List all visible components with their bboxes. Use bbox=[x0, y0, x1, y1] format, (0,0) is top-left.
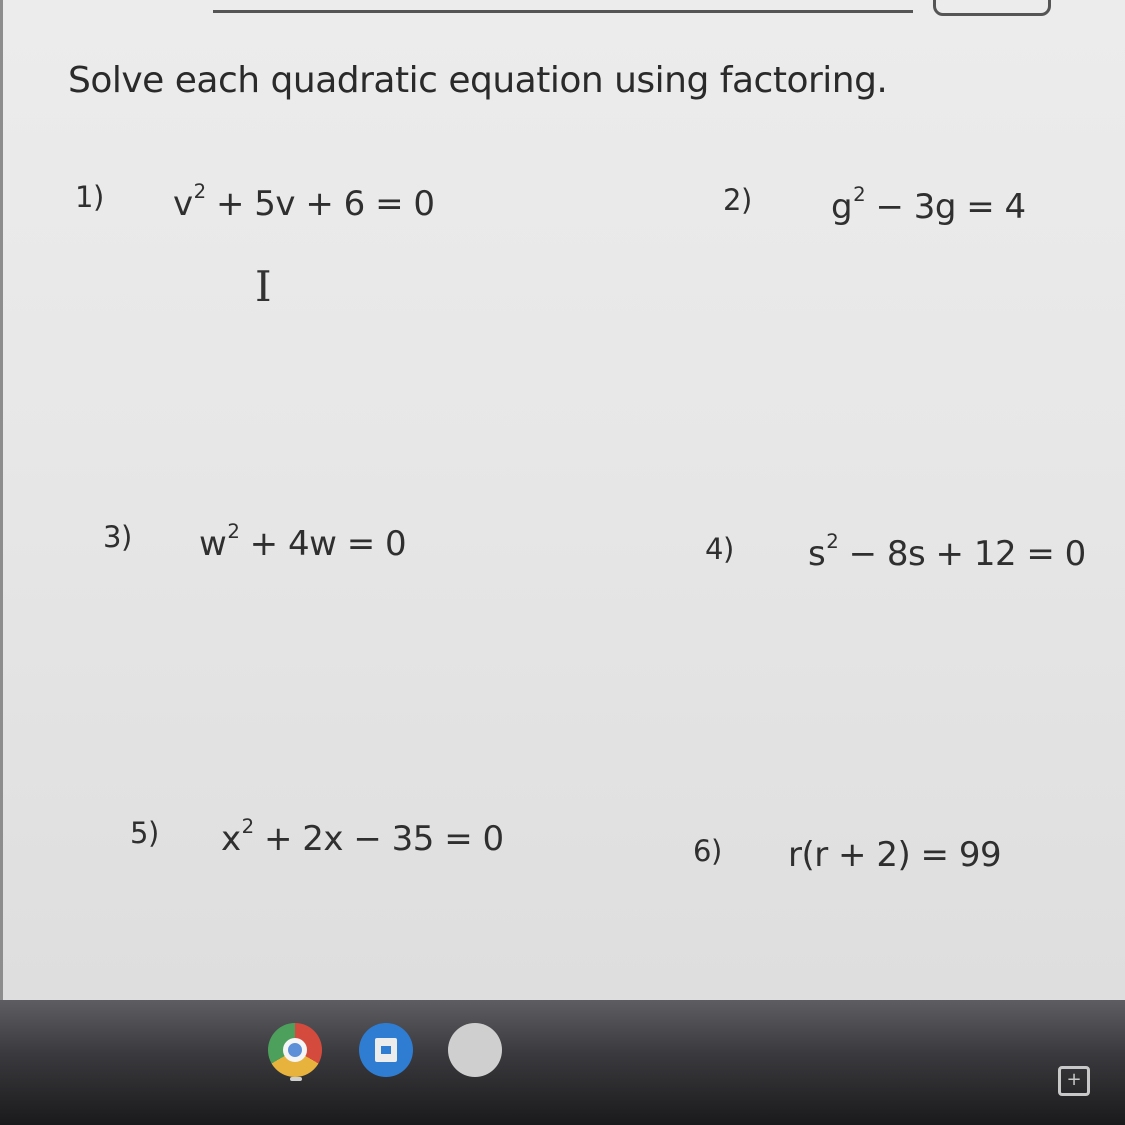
problem-6-number: 6) bbox=[693, 834, 722, 868]
files-icon[interactable] bbox=[359, 1023, 413, 1077]
problem-1-equation: $v^2 + 5v + 6 = 0$ bbox=[173, 180, 435, 224]
top-frame-edge bbox=[213, 0, 913, 13]
problem-3-number: 3) bbox=[103, 520, 132, 554]
problem-1-number: 1) bbox=[75, 180, 104, 214]
screen-capture-icon[interactable]: + bbox=[1058, 1066, 1090, 1096]
problem-4-number: 4) bbox=[705, 532, 734, 566]
app-icon[interactable] bbox=[448, 1023, 502, 1077]
chrome-icon[interactable] bbox=[268, 1023, 322, 1077]
worksheet-title: Solve each quadratic equation using factoring. bbox=[68, 60, 888, 101]
text-cursor-icon: I bbox=[255, 262, 272, 311]
problem-3-equation: $w^2 + 4w = 0$ bbox=[199, 520, 407, 564]
problem-2-equation: $g^2 - 3g = 4$ bbox=[831, 183, 1026, 227]
problem-5-equation: $x^2 + 2x - 35 = 0$ bbox=[221, 815, 504, 859]
top-frame-button bbox=[933, 0, 1051, 16]
problem-5-number: 5) bbox=[130, 816, 159, 850]
problem-2-number: 2) bbox=[723, 183, 752, 217]
active-app-indicator bbox=[290, 1077, 302, 1081]
taskbar bbox=[0, 1000, 1125, 1125]
problem-4-equation: $s^2 - 8s + 12 = 0$ bbox=[808, 530, 1086, 574]
problem-6-equation: r(r + 2) = 99 bbox=[788, 835, 1002, 875]
